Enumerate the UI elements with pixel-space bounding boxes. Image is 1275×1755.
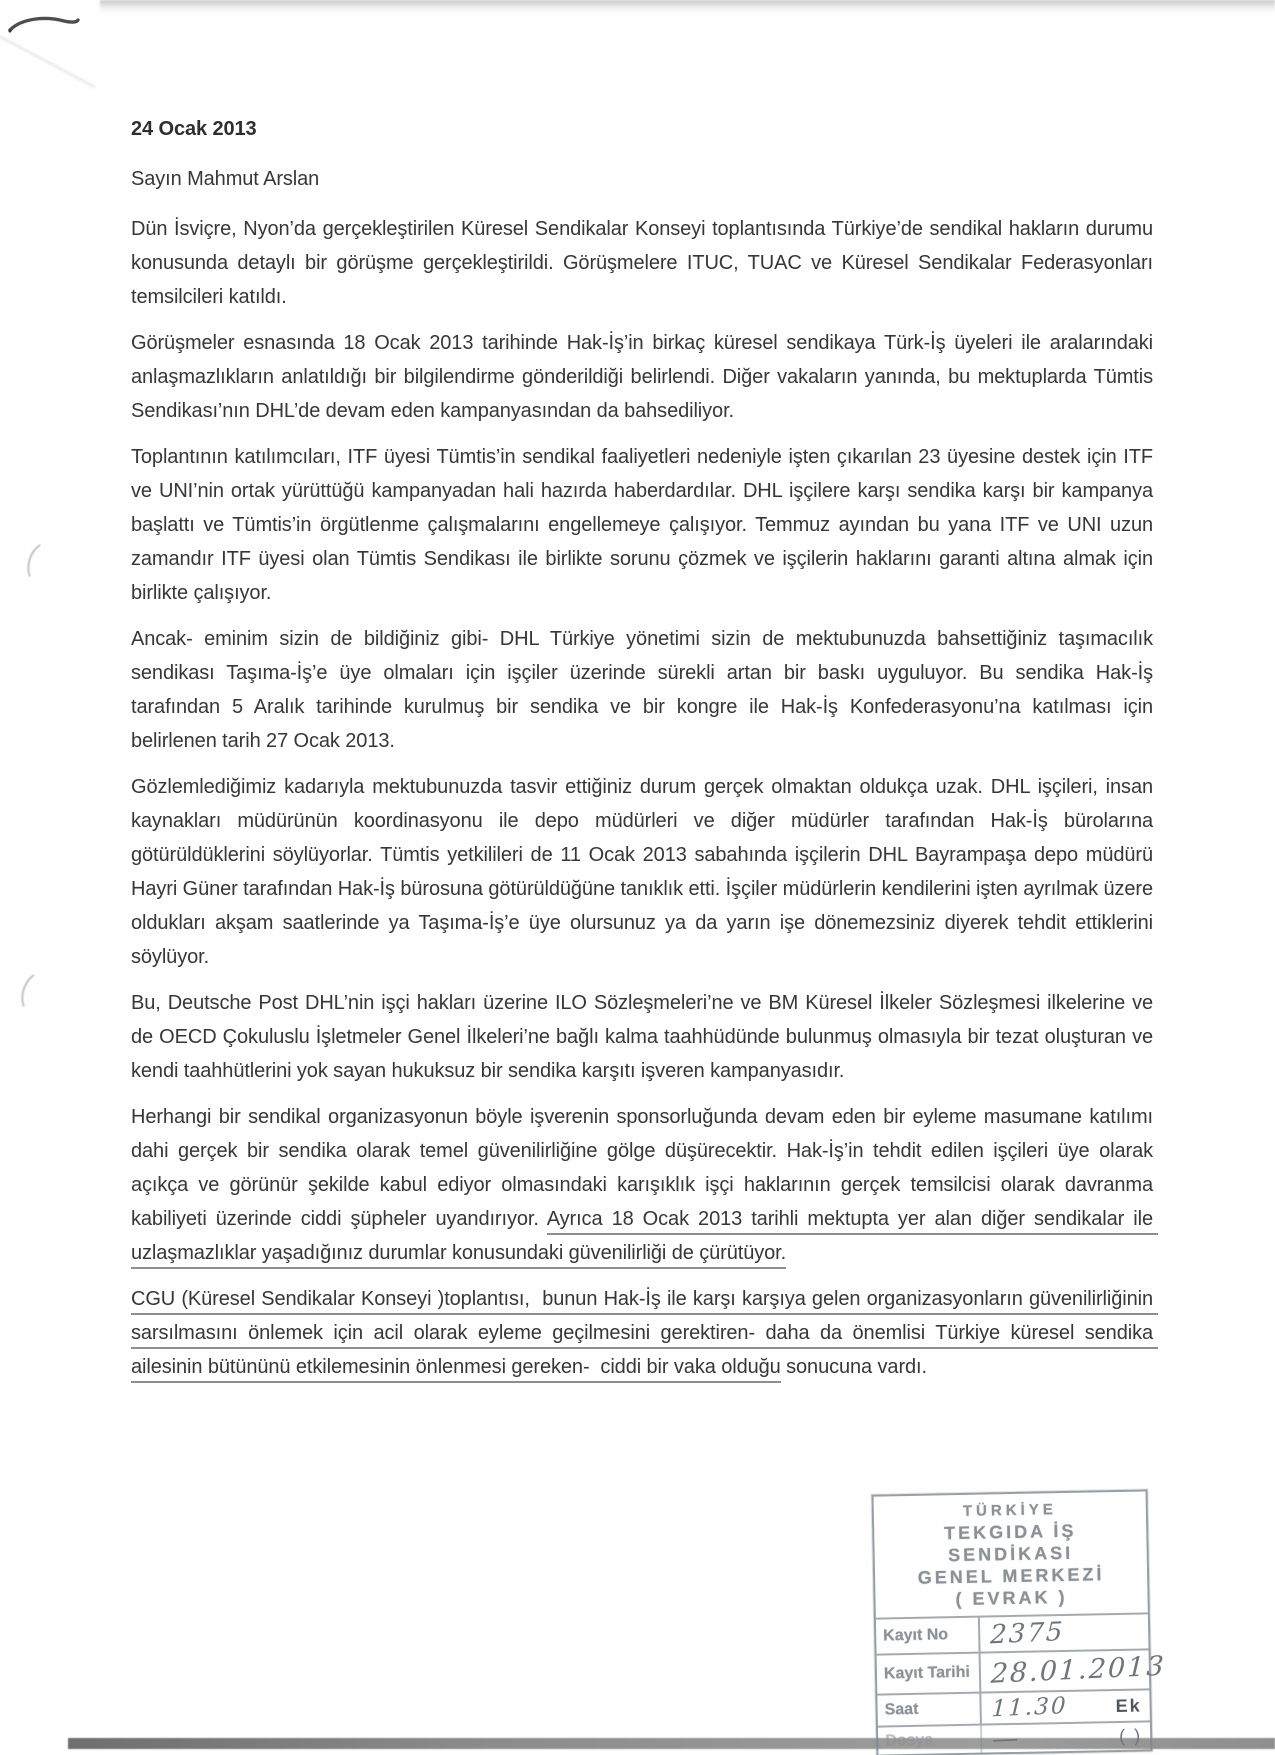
stamp-title-line: GENEL MERKEZİ — [917, 1564, 1105, 1588]
text-segment: Dün İsviçre, Nyon’da gerçekleştirilen Küresel Sendikalar Konseyi toplantısında Türkiye’de sendikal hakların durumu konusunda detaylı bir görüşme gerçekleştirildi. Görüşmelere ITUC, TUAC ve Küresel Sendikalar Federasyonları temsilcileri katıldı. — [131, 218, 1159, 308]
scan-edge-top — [100, 0, 1275, 14]
text-segment: Görüşmeler esnasında 18 Ocak 2013 tarihinde Hak-İş’in birkaç küresel sendikaya Türk-İş üyeleri ile aralarındaki anlaşmazlıkların anlatıldığı bir bilgilendirme gönderildiği belirlendi. Diğer vakaların yanında, bu mektuplarda Tümtis Sendikası’nın DHL’de devam eden kampanyasından da bahsediliyor. — [131, 332, 1159, 422]
binder-mark — [22, 537, 69, 591]
text-segment: Herhangi bir sendikal organizasyonun böyle işverenin sponsorluğunda devam eden bir eyleme masumane katılımı dahi gerçek bir sendika olarak temel güvenilirliğine gölge düşürecektir. Hak-İş’in tehdit edilen işçileri üye olarak açıkça ve görünür şekilde kabul ediyor olmasındaki karışıklık işçi haklarının gerçek temsilcisi olarak davranma kabiliyeti üzerinde ciddi şüpheler uyandırıyor. — [131, 1106, 1159, 1230]
stamp-row-kayit-no — [876, 1612, 1149, 1653]
handwritten-value: — — [991, 1722, 1021, 1755]
paragraph — [131, 212, 1159, 314]
stamp-title-line: TEKGIDA İŞ SENDİKASI — [943, 1520, 1077, 1566]
text-segment: sonucuna vardı. — [780, 1356, 927, 1378]
binder-mark — [16, 967, 63, 1021]
underlined-text-segment: Ayrıca 18 Ocak 2013 tarihli mektupta yer alan diğer sendikalar ile uzlaşmazlıklar yaşadığınız durumlar konusundaki güvenilirliği de çürütüyor. — [131, 1208, 1158, 1269]
letter-salutation: Sayın Mahmut Arslan — [131, 168, 320, 190]
text-segment: Gözlemlediğimiz kadarıyla mektubunuzda tasvir ettiğiniz durum gerçek olmaktan oldukça uzak. DHL işçileri, insan kaynakları müdürünün koordinasyonu ile depo müdürleri ve diğer müdürler tarafından Hak-İş bürolarına götürüldüklerini söylüyorlar. Tümtis yetkilileri de 11 Ocak 2013 sabahında işçilerin DHL Bayrampaşa depo müdürü Hayri Güner tarafından Hak-İş bürosuna götürüldüğüne tanıklık etti. İşçiler müdürlerin kendilerini işten ayrılmak üzere oldukları akşam saatlerinde ya Taşıma-İş’e üye olursunuz ya da yarın işe dönemezsiniz diyerek tehdit ettiklerini söylüyor. — [131, 776, 1159, 968]
stamp-label: Kayıt No — [876, 1618, 981, 1654]
stamp-row-saat — [877, 1688, 1150, 1725]
paragraph — [131, 1100, 1159, 1270]
paragraph — [131, 770, 1159, 974]
registry-stamp — [872, 1489, 1167, 1755]
text-segment: Toplantının katılımcıları, ITF üyesi Tümtis’in sendikal faaliyetleri nedeniyle işten çıkarılan 23 üyesine destek için ITF ve UNI’nin ortak yürüttüğü kampanyadan hali hazırda haberdardılar. DHL işçilere karşı sendika karşı bir kampanya başlattı ve Tümtis’in örgütlenme çalışmalarını engellemeye çalışıyor. Temmuz ayından bu yana ITF ve UNI uzun zamandır ITF üyesi olan Tümtis Sendikası ile birlikte sorunu çözmek ve işçilerin haklarını garanti altına almak için birlikte çalışıyor. — [131, 446, 1159, 604]
stamp-label: Saat — [877, 1694, 982, 1726]
stamp-title-line: ( EVRAK ) — [955, 1586, 1068, 1610]
pen-stroke-artifact — [4, 8, 94, 44]
stamp-extra: ( ) — [1118, 1725, 1143, 1746]
paragraph — [131, 326, 1159, 428]
stamp-label: Kayıt Tarihi — [877, 1654, 982, 1694]
stamp-value-cell — [981, 1692, 1149, 1723]
stamp-value-cell — [982, 1722, 1150, 1755]
stamp-label: Dosya — [878, 1726, 982, 1755]
stamp-title — [874, 1491, 1148, 1617]
paragraph — [131, 440, 1159, 610]
letter-date: 24 Ocak 2013 — [131, 118, 257, 140]
text-segment: Bu, Deutsche Post DHL’nin işçi hakları üzerine ILO Sözleşmeleri’ne ve BM Küresel İlkeler Sözleşmesi ilkelerine ve de OECD Çokuluslu İşletmeler Genel İlkeleri’ne bağlı kalma taahhüdünde bulunmuş olmasıyla bir tezat oluşturan ve kendi taahhütlerini yok sayan hukuksuz bir sendika karşıtı işveren kampanyasıdır. — [131, 992, 1159, 1082]
stamp-row-kayit-tarihi — [877, 1648, 1167, 1693]
underlined-text-segment: CGU (Küresel Sendikalar Konseyi )toplantısı, bunun Hak-İş ile karşı karşıya gelen organizasyonların güvenilirliğinin sarsılmasını önlemek için acil olarak eyleme geçilmesini gerektiren- daha da önemlisi Türkiye küresel sendika ailesinin bütününü etkilemesinin önlenmesi gereken- ciddi bir vaka olduğu — [131, 1288, 1158, 1383]
paragraph — [131, 622, 1159, 758]
handwritten-value: 28.01.2013 — [990, 1650, 1167, 1690]
handwritten-value: 11.30 — [991, 1692, 1069, 1723]
stamp-title-line: TÜRKİYE — [962, 1501, 1057, 1520]
paragraph — [131, 986, 1159, 1088]
stamp-row-dosya — [878, 1720, 1151, 1754]
paragraph — [131, 1282, 1159, 1384]
stamp-value-cell — [980, 1617, 1148, 1651]
stamp-value-cell — [981, 1650, 1174, 1690]
stamp-extra: Ek — [1115, 1695, 1142, 1716]
text-segment: Ancak- eminim sizin de bildiğiniz gibi- DHL Türkiye yönetimi sizin de mektubunuzda bahsettiğiniz taşımacılık sendikası Taşıma-İş’e üye olmaları için işçiler üzerinde sürekli artan bir baskı uyguluyor. Bu sendika Hak-İş tarafından 5 Aralık tarihinde kurulmuş bir sendika ve bir kongre ile Hak-İş Konfederasyonu’na katılması için belirlenen tarih 27 Ocak 2013. — [131, 628, 1159, 752]
handwritten-value: 2375 — [989, 1617, 1066, 1651]
letter — [131, 112, 1159, 1396]
letter-body — [131, 212, 1159, 1384]
